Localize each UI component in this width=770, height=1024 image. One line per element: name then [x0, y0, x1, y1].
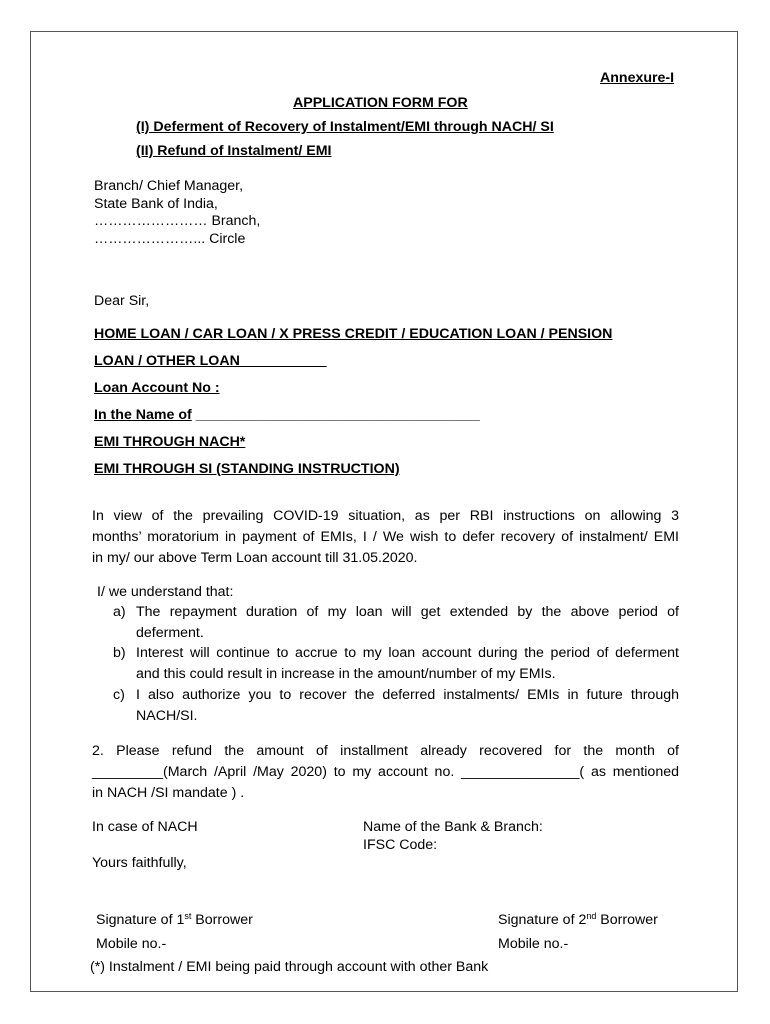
signature-borrower-2 [498, 913, 658, 927]
point-line-2: NACH/SI. [136, 708, 198, 724]
point-marker: a) [113, 604, 126, 620]
sig1-prefix: Signature of 1 [96, 912, 185, 928]
name-blank: ____________________________________ [195, 407, 480, 423]
point-line-2: deferment. [136, 625, 204, 641]
para2-line-3: in NACH /SI mandate ) . [92, 785, 245, 801]
bank-branch-label: Name of the Bank & Branch: [363, 819, 543, 835]
address-line-1: Branch/ Chief Manager, [94, 178, 244, 194]
closing: Yours faithfully, [92, 855, 187, 871]
point-marker: b) [113, 645, 126, 661]
para2-line-1: 2. Please refund the amount of installment already recovered for the month of [92, 743, 679, 759]
loan-types-line-2: LOAN / OTHER LOAN___________ [94, 353, 327, 369]
subtitle-deferment: (I) Deferment of Recovery of Instalment/EMI through NACH/ SI [136, 119, 554, 135]
footnote: (*) Instalment / EMI being paid through account with other Bank [90, 959, 489, 975]
para2-line-2: _________(March /April /May 2020) to my account no. _______________( as mentioned [92, 764, 679, 780]
sig1-suffix: Borrower [191, 912, 253, 928]
mobile-borrower-2: Mobile no.- [498, 936, 569, 952]
annexure-label: Annexure-I [600, 70, 675, 86]
address-line-2: State Bank of India, [94, 196, 218, 212]
loan-types-line-1: HOME LOAN / CAR LOAN / X PRESS CREDIT / EDUCATION LOAN / PENSION [94, 326, 613, 342]
nach-label: In case of NACH [92, 819, 198, 835]
understand-intro: I/ we understand that: [97, 584, 234, 600]
para1-line-3: in my/ our above Term Loan account till 31.05.2020. [92, 550, 418, 566]
sig2-suffix: Borrower [596, 912, 658, 928]
emi-through-nach: EMI THROUGH NACH* [94, 434, 246, 450]
point-line-1: I also authorize you to recover the deferred instalments/ EMIs in future through [136, 687, 679, 703]
point-line-1: Interest will continue to accrue to my loan account during the period of deferment [136, 645, 679, 661]
subtitle-refund: (II) Refund of Instalment/ EMI [136, 143, 332, 159]
signature-borrower-1 [96, 913, 253, 927]
para1-line-2: months’ moratorium in payment of EMIs, I / We wish to defer recovery of instalment/ EMI [92, 529, 679, 545]
point-line-1: The repayment duration of my loan will get extended by the above period of [136, 604, 679, 620]
point-line-2: and this could result in increase in the amount/number of my EMIs. [136, 666, 556, 682]
address-line-4: …………………... Circle [94, 231, 246, 247]
para1-line-1: In view of the prevailing COVID-19 situation, as per RBI instructions on allowing 3 [92, 508, 679, 524]
address-line-3: …………………… Branch, [94, 213, 261, 229]
loan-account-label: Loan Account No : [94, 380, 220, 396]
salutation: Dear Sir, [94, 293, 150, 309]
form-title: APPLICATION FORM FOR [293, 95, 468, 111]
sig2-sup: nd [586, 911, 597, 921]
sig1-sup: st [184, 911, 192, 921]
ifsc-label: IFSC Code: [363, 837, 438, 853]
name-label: In the Name of [94, 407, 192, 423]
emi-through-si: EMI THROUGH SI (STANDING INSTRUCTION) [94, 461, 400, 477]
point-marker: c) [113, 687, 125, 703]
sig2-prefix: Signature of 2 [498, 912, 587, 928]
mobile-borrower-1: Mobile no.- [96, 936, 167, 952]
name-line [94, 408, 480, 422]
